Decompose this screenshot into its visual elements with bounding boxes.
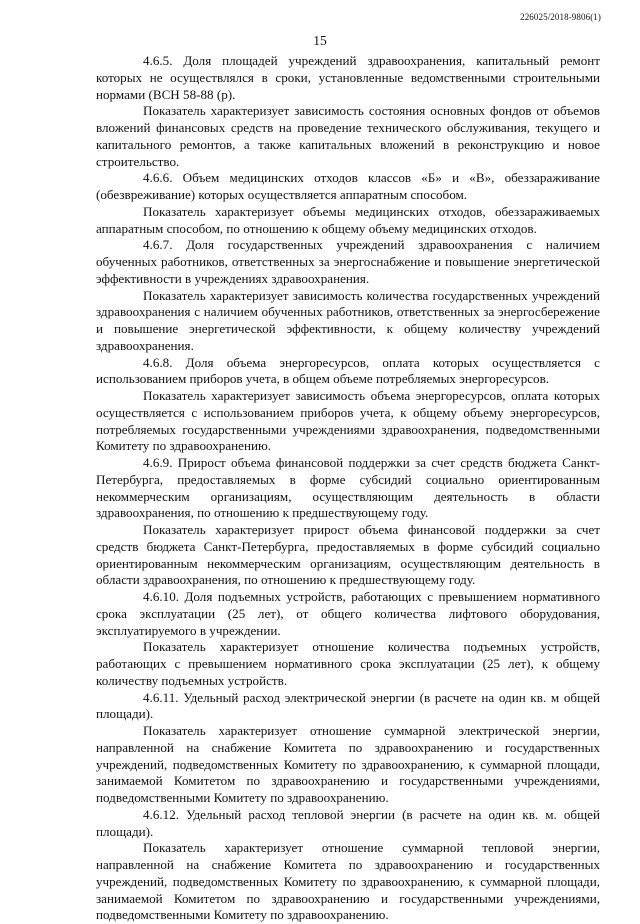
paragraph-4-6-9-description: Показатель характеризует прирост объема финансовой поддержки за счет средств бюджета Санкт-Петербурга, предоставляемых в форме субсидий социально ориентированным некоммерческим организациям, осуществляющим деятельность в области здравоохранения, по отношению к предшествующему году. [96, 522, 600, 588]
paragraph-4-6-9: 4.6.9. Прирост объема финансовой поддержки за счет средств бюджета Санкт-Петербурга, предоставляемых в форме субсидий социально ориентированным некоммерческим организациям, осуществляющим деятельность в области здравоохранения, по отношению к предшествующему году. [96, 455, 600, 521]
paragraph-4-6-5: 4.6.5. Доля площадей учреждений здравоохранения, капитальный ремонт которых не осуществлялся в сроки, установленные ведомственными строительными нормами (ВСН 58-88 (р). [96, 53, 600, 102]
paragraph-4-6-10-description: Показатель характеризует отношение количества подъемных устройств, работающих с превышением нормативного срока эксплуатации (25 лет), к общему количеству подъемных устройств. [96, 639, 600, 688]
paragraph-4-6-7: 4.6.7. Доля государственных учреждений здравоохранения с наличием обученных работников, ответственных за энергоснабжение и повышение энергетической эффективности в учреждениях здравоохранения. [96, 237, 600, 286]
document-body [96, 53, 600, 924]
paragraph-4-6-8: 4.6.8. Доля объема энергоресурсов, оплата которых осуществляется с использованием приборов учета, в общем объеме потребляемых энергоресурсов. [96, 354, 600, 387]
paragraph-4-6-11-description: Показатель характеризует отношение суммарной электрической энергии, направленной на снабжение Комитета по здравоохранению и государственных учреждений, подведомственных Комитету по здравоохранению, к суммарной площади, занимаемой Комитетом по здравоохранению и государственными учреждениями, подведомственными Комитету по здравоохранению. [96, 723, 600, 805]
paragraph-4-6-5-description: Показатель характеризует зависимость состояния основных фондов от объемов вложений финансовых средств на проведение технического обслуживания, текущего и капитального ремонтов, а также капитальных вложений в реконструкцию и новое строительство. [96, 103, 600, 169]
paragraph-4-6-6-description: Показатель характеризует объемы медицинских отходов, обеззараживаемых аппаратным способом, по отношению к общему объему медицинских отходов. [96, 203, 600, 236]
paragraph-4-6-8-description: Показатель характеризует зависимость объема энергоресурсов, оплата которых осуществляется с использованием приборов учета, к общему объему энергоресурсов, потребляемых государственными учреждениями здравоохранения, подведомственными Комитету по здравоохранению. [96, 388, 600, 454]
page-number: 15 [313, 33, 327, 48]
paragraph-4-6-6: 4.6.6. Объем медицинских отходов классов «Б» и «В», обеззараживание (обезвреживание) которых осуществляется аппаратным способом. [96, 170, 600, 202]
paragraph-4-6-10: 4.6.10. Доля подъемных устройств, работающих с превышением нормативного срока эксплуатации (25 лет), от общего количества лифтового оборудования, эксплуатируемого в учреждении. [96, 589, 600, 638]
paragraph-4-6-12-description: Показатель характеризует отношение суммарной тепловой энергии, направленной на снабжение Комитета по здравоохранению и государственных учреждений, подведомственных Комитету по здравоохранению, к суммарной площади, занимаемой Комитетом по здравоохранению и государственными учреждениями, подведомственными Комитету по здравоохранению. [96, 840, 600, 923]
document-id: 226025/2018-9806(1) [520, 12, 601, 22]
paragraph-4-6-11: 4.6.11. Удельный расход электрической энергии (в расчете на один кв. м общей площади). [96, 689, 600, 722]
paragraph-4-6-12: 4.6.12. Удельный расход тепловой энергии (в расчете на один кв. м. общей площади). [96, 806, 600, 839]
paragraph-4-6-7-description: Показатель характеризует зависимость количества государственных учреждений здравоохранения с наличием обученных работников, ответственных за энергосбережение и повышение энергетической эффективности, к общему количеству учреждений здравоохранения. [96, 287, 600, 353]
